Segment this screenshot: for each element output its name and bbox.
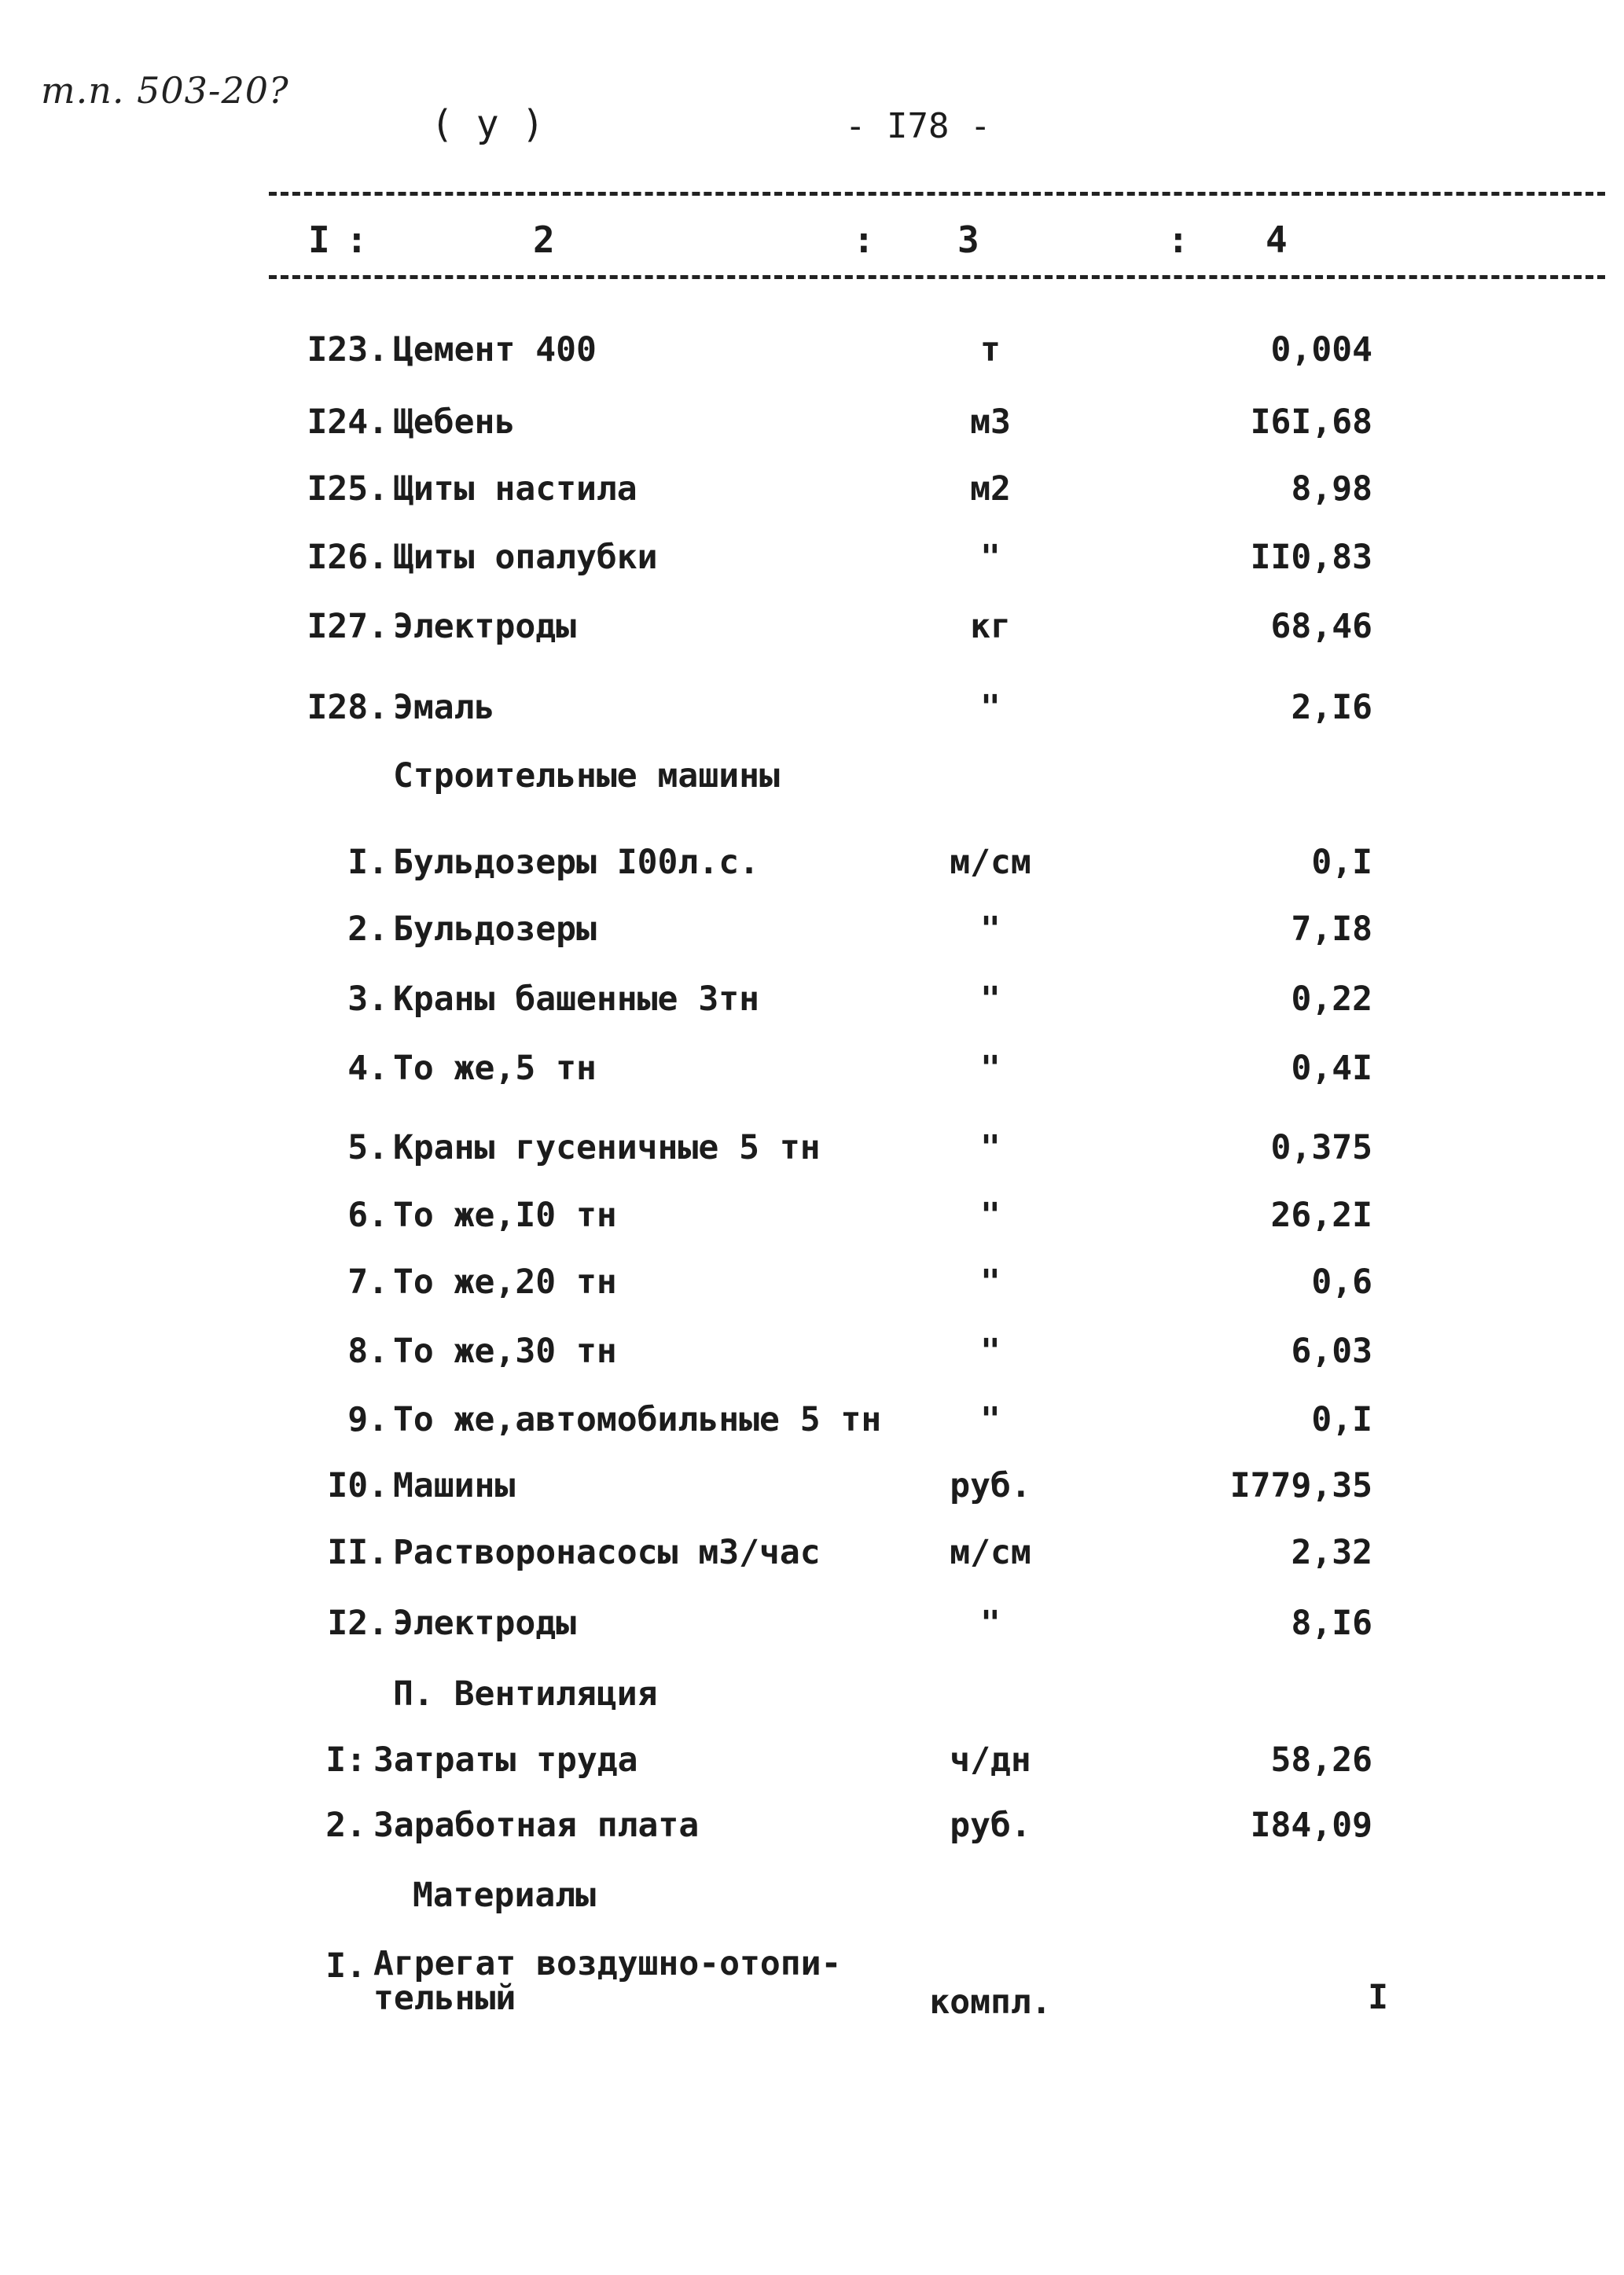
table-row [0, 607, 1624, 654]
row-name-line-1: Агрегат воздушно-отопи- [373, 1944, 842, 1983]
row-number: I26. [307, 538, 388, 577]
row-name: Эмаль [393, 688, 495, 727]
row-unit: м/см [950, 1533, 1031, 1572]
table-row [0, 1049, 1624, 1096]
table-row [0, 538, 1624, 585]
table-row [0, 910, 1624, 957]
row-name: То же,30 тн [393, 1332, 617, 1371]
column-separator: : [1167, 219, 1189, 261]
row-quantity: II0,83 [1250, 538, 1372, 577]
row-name: Щиты опалубки [393, 538, 658, 577]
column-separator: : [853, 219, 875, 261]
row-unit: " [980, 910, 1001, 949]
row-name: Бульдозеры [393, 910, 597, 949]
row-quantity: 0,I [1311, 1400, 1372, 1439]
row-quantity: 0,I [1311, 843, 1372, 882]
row-quantity: 0,004 [1270, 330, 1372, 369]
table-row [0, 843, 1624, 890]
table-row [0, 330, 1624, 377]
row-name: Растворонасосы м3/час [393, 1533, 821, 1572]
row-name: Машины [393, 1466, 516, 1505]
row-name: То же,автомобильные 5 тн [393, 1400, 882, 1439]
row-unit: ч/дн [950, 1740, 1031, 1780]
row-name [373, 1946, 841, 2016]
table-row [0, 1604, 1624, 1651]
row-name: Краны гусеничные 5 тн [393, 1128, 821, 1167]
row-unit: руб. [950, 1806, 1031, 1845]
row-unit: т [980, 330, 1001, 369]
row-unit: " [980, 1400, 1001, 1439]
row-number: I28. [307, 688, 388, 727]
table-row [0, 1262, 1624, 1310]
table-row [0, 1806, 1624, 1853]
column-separator: : [346, 219, 368, 261]
row-name: Щебень [393, 402, 516, 442]
row-quantity: 2,I6 [1291, 688, 1372, 727]
row-name: Электроды [393, 1604, 576, 1643]
table-row [0, 1196, 1624, 1243]
row-number: I: [325, 1740, 366, 1780]
row-quantity: I779,35 [1229, 1466, 1372, 1505]
row-number: I23. [307, 330, 388, 369]
row-quantity: 0,22 [1291, 979, 1372, 1019]
row-unit: " [980, 979, 1001, 1019]
row-name-line-2: тельный [373, 1979, 516, 2018]
page-number: - I78 - [845, 106, 991, 146]
column-header-3: 3 [957, 219, 979, 261]
table-row [0, 1332, 1624, 1379]
row-number: I25. [307, 469, 388, 509]
table-row [0, 469, 1624, 516]
row-quantity: 0,4I [1291, 1049, 1372, 1088]
row-name: Цемент 400 [393, 330, 597, 369]
table-row [0, 1740, 1624, 1788]
row-unit: руб. [950, 1466, 1031, 1505]
row-unit: м3 [970, 402, 1011, 442]
table-row [0, 1128, 1624, 1175]
row-number: 2. [325, 1806, 366, 1845]
row-unit: кг [970, 607, 1011, 646]
section-heading-materials: Материалы [413, 1876, 596, 1915]
row-number: 9. [347, 1400, 388, 1439]
row-number: I0. [327, 1466, 388, 1505]
row-quantity: I6I,68 [1250, 402, 1372, 442]
row-unit: м/см [950, 843, 1031, 882]
table-row [0, 1946, 1624, 2033]
row-name: Электроды [393, 607, 576, 646]
column-header-2: 2 [533, 219, 555, 261]
row-unit: " [980, 1196, 1001, 1235]
row-name: То же,5 тн [393, 1049, 597, 1088]
row-number: 7. [347, 1262, 388, 1302]
row-number: I. [325, 1946, 366, 1986]
row-quantity: 26,2I [1270, 1196, 1372, 1235]
row-quantity: 6,03 [1291, 1332, 1372, 1371]
row-unit: " [980, 1604, 1001, 1643]
row-number: 2. [347, 910, 388, 949]
row-name: Краны башенные 3тн [393, 979, 759, 1019]
table-row [0, 688, 1624, 735]
row-quantity: I84,09 [1250, 1806, 1372, 1845]
row-unit: м2 [970, 469, 1011, 509]
handwritten-reference: т.п. 503-20? [41, 69, 289, 112]
row-quantity: 8,I6 [1291, 1604, 1372, 1643]
table-row [0, 1533, 1624, 1580]
row-quantity: 58,26 [1270, 1740, 1372, 1780]
row-name: Бульдозеры I00л.с. [393, 843, 759, 882]
row-number: 8. [347, 1332, 388, 1371]
row-unit: компл. [929, 1983, 1052, 2022]
row-quantity: 2,32 [1291, 1533, 1372, 1572]
row-unit: " [980, 1262, 1001, 1302]
row-quantity: 7,I8 [1291, 910, 1372, 949]
table-row [0, 1400, 1624, 1447]
row-unit: " [980, 538, 1001, 577]
row-unit: " [980, 1049, 1001, 1088]
row-number: I27. [307, 607, 388, 646]
row-quantity: I [1368, 1978, 1388, 2017]
row-number: 4. [347, 1049, 388, 1088]
row-quantity: 0,375 [1270, 1128, 1372, 1167]
row-number: 3. [347, 979, 388, 1019]
row-number: 5. [347, 1128, 388, 1167]
table-top-rule [269, 192, 1605, 196]
row-unit: " [980, 1128, 1001, 1167]
row-number: 6. [347, 1196, 388, 1235]
row-unit: " [980, 1332, 1001, 1371]
section-heading-ventilation: П. Вентиляция [393, 1674, 658, 1714]
table-row [0, 1466, 1624, 1513]
row-name: То же,I0 тн [393, 1196, 617, 1235]
section-mark: ( у ) [431, 102, 545, 146]
table-header-rule [269, 275, 1605, 279]
row-name: Затраты труда [373, 1740, 638, 1780]
row-quantity: 8,98 [1291, 469, 1372, 509]
row-unit: " [980, 688, 1001, 727]
table-row [0, 402, 1624, 450]
row-name: То же,20 тн [393, 1262, 617, 1302]
table-row [0, 979, 1624, 1027]
row-quantity: 68,46 [1270, 607, 1372, 646]
row-number: I2. [327, 1604, 388, 1643]
column-header-1: I [308, 219, 330, 261]
column-header-4: 4 [1266, 219, 1288, 261]
row-name: Заработная плата [373, 1806, 700, 1845]
row-number: I24. [307, 402, 388, 442]
row-quantity: 0,6 [1311, 1262, 1372, 1302]
row-name: Щиты настила [393, 469, 637, 509]
section-heading-machines: Строительные машины [393, 756, 780, 796]
row-number: II. [327, 1533, 388, 1572]
row-number: I. [347, 843, 388, 882]
